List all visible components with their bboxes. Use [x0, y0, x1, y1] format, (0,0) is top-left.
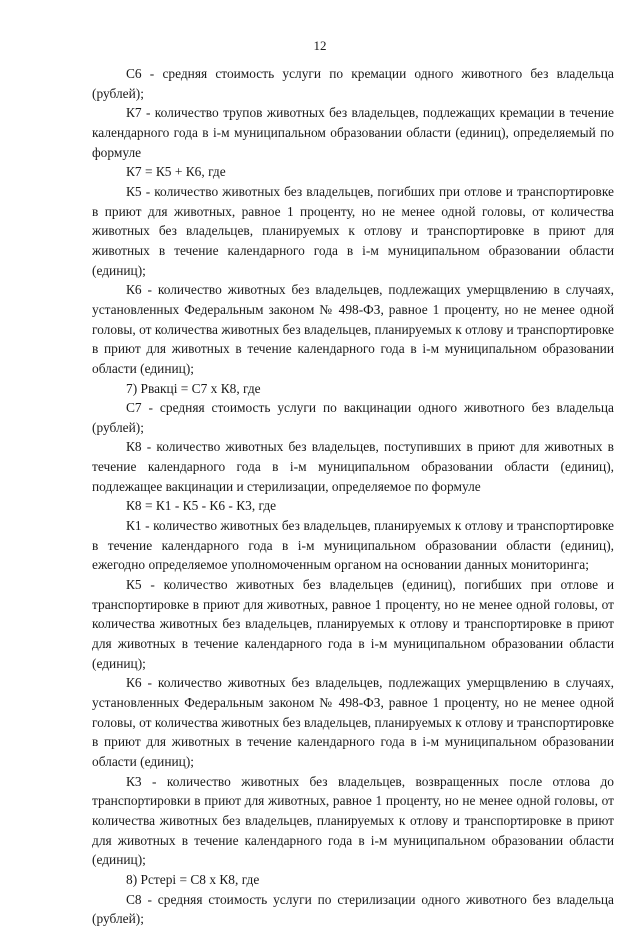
paragraph-c6-definition: С6 - средняя стоимость услуги по кремации одного животного без владельца (рублей); — [92, 66, 614, 101]
paragraph-k6-definition: К6 - количество животных без владельцев, подлежащих умерщвлению в случаях, установленных Федеральным законом № 498-ФЗ, равное 1 проценту, но не менее одной головы, от количества животных без владельцев, планируемых к отлову и транспортировке в приют для животных в течение календарного года в і-м муниципальном образовании области (единиц); — [92, 282, 614, 376]
paragraph-c8-definition: С8 - средняя стоимость услуги по стерилизации одного животного без владельца (рублей); — [92, 891, 614, 927]
paragraph-k7-definition: К7 - количество трупов животных без владельцев, подлежащих кремации в течение календарного года в і-м муниципальном образовании области (единиц), определяемый по формуле — [92, 105, 614, 160]
paragraph-c7-definition: С7 - средняя стоимость услуги по вакцинации одного животного без владельца (рублей); — [92, 400, 614, 435]
paragraph-k1-definition: К1 - количество животных без владельцев, планируемых к отлову и транспортировке в течение календарного года в і-м муниципальном образовании области (единиц), ежегодно определяемое уполномоченным органом на основании данных мониторинга; — [92, 518, 614, 573]
paragraph-k8-definition: К8 - количество животных без владельцев, поступивших в приют для животных в течение календарного года в і-м муниципальном образовании области (единиц), подлежащее вакцинации и стерилизации, определяемое по формуле — [92, 439, 614, 494]
formula-p-steri: 8) Рстерi = С8 х К8, где — [126, 871, 260, 887]
formula-p-vakc: 7) Рвакці = С7 х К8, где — [126, 380, 261, 396]
paragraph-k5-definition: К5 - количество животных без владельцев, погибших при отлове и транспортировке в приют для животных, равное 1 проценту, но не менее одной головы, от количества животных без владельцев, планируемых к отлову и транспортировке в приют для животных в течение календарного года в і-м муниципальном образовании области (единиц); — [92, 183, 614, 278]
paragraph-k5-definition-2: К5 - количество животных без владельцев (единиц), погибших при отлове и транспортировке в приют для животных, равное 1 проценту, но не менее одной головы, от количества животных без владельцев, планируемых к отлову и транспортировке в приют для животных в течение календарного года в і-м муниципальном образовании области (единиц); — [92, 577, 614, 671]
formula-k8: К8 = К1 - К5 - К6 - К3, где — [126, 498, 277, 514]
formula-k7: К7 = К5 + К6, где — [126, 164, 226, 180]
page-number: 12 — [313, 38, 327, 53]
paragraph-k6-definition-2: К6 - количество животных без владельцев, подлежащих умерщвлению в случаях, установленных Федеральным законом № 498-ФЗ, равное 1 проценту, но не менее одной головы, от количества животных без владельцев, планируемых к отлову и транспортировке в приют для животных в течение календарного года в і-м муниципальном образовании области (единиц); — [92, 675, 614, 769]
paragraph-k3-definition: К3 - количество животных без владельцев, возвращенных после отлова до транспортировки в приют для животных, равное 1 проценту, но не менее одной головы, от количества животных без владельцев, планируемых к отлову и транспортировке в приют для животных в течение календарного года в і-м муниципальном образовании области (единиц); — [92, 773, 614, 868]
document-body — [92, 64, 614, 929]
